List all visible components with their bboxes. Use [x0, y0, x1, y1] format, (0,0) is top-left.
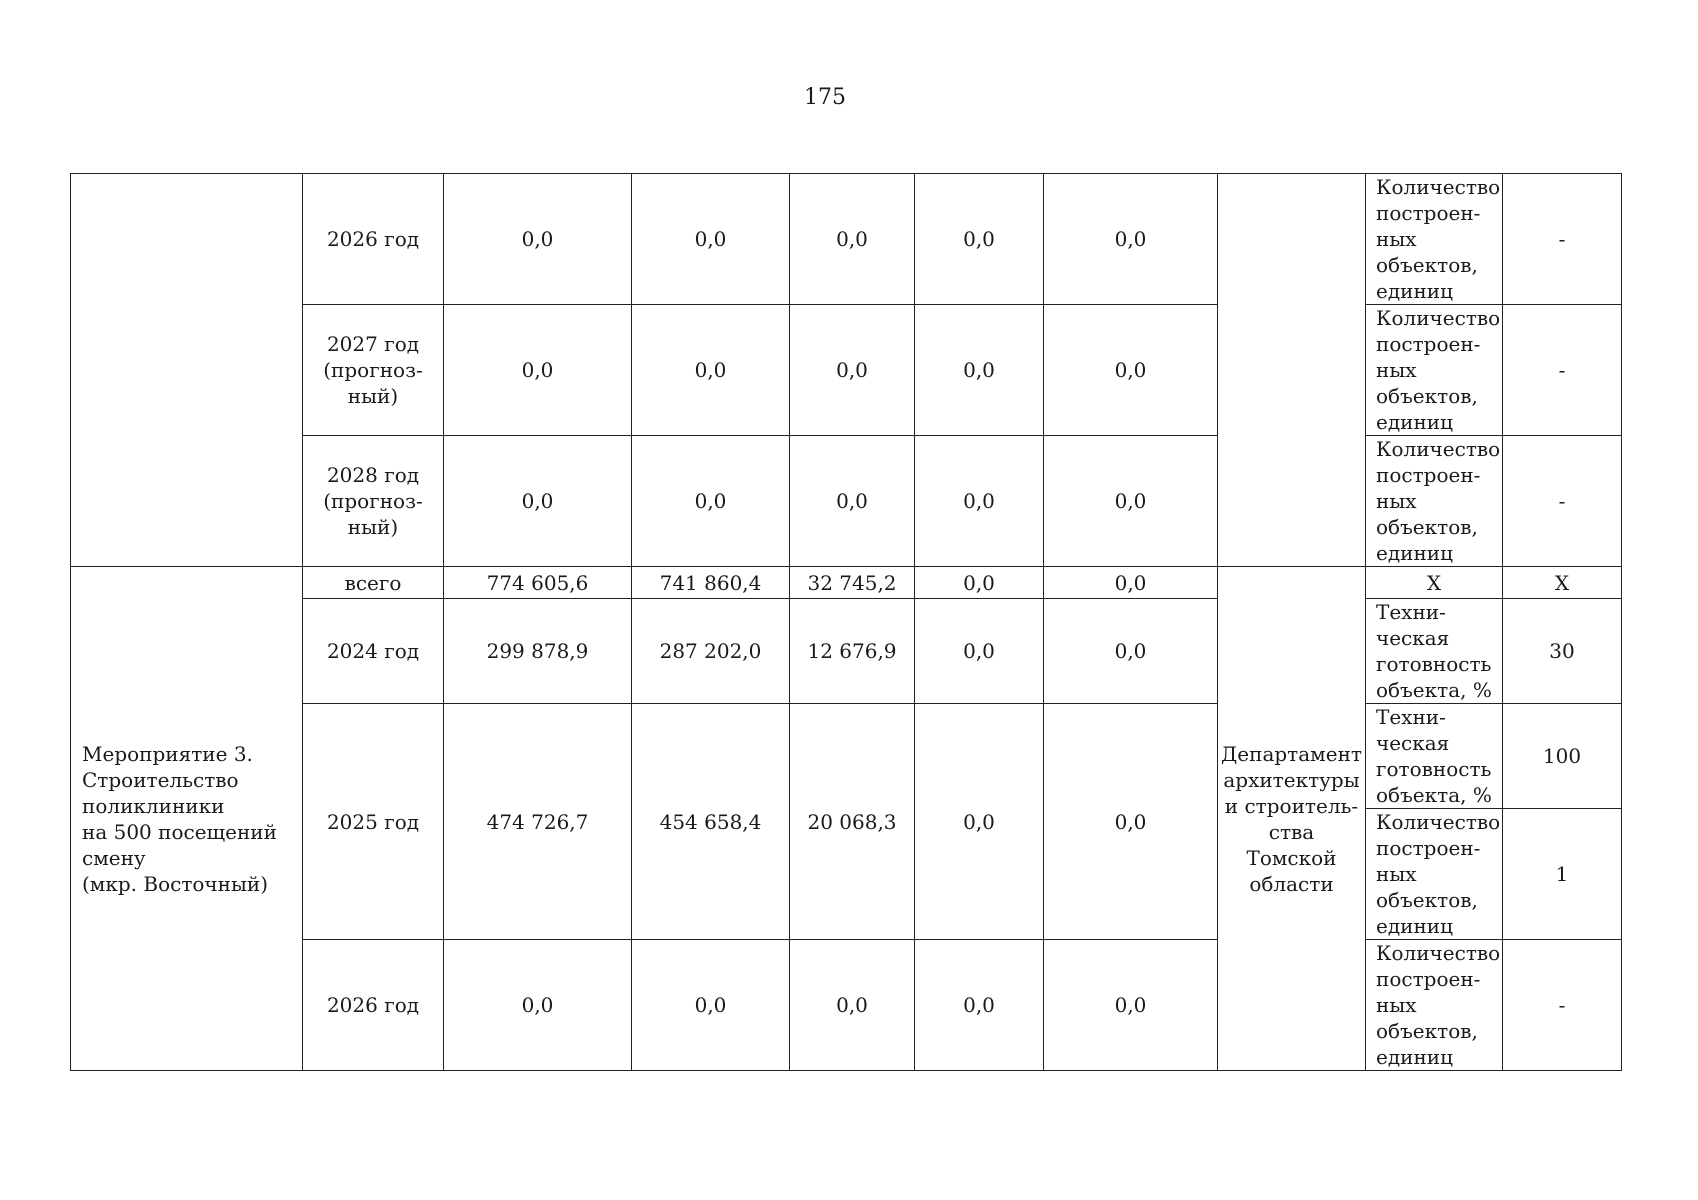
- activity-cell-empty: [71, 174, 303, 567]
- period-cell: 2026 год: [303, 940, 444, 1071]
- indicator-cell: Количество построен- ных объектов, единиц: [1366, 305, 1503, 436]
- value-cell: 20 068,3: [790, 704, 915, 940]
- table-row: [71, 599, 1622, 704]
- budget-table: [70, 173, 1622, 1071]
- value-cell: 0,0: [915, 567, 1044, 599]
- page-number: 175: [804, 85, 846, 110]
- value-cell: 0,0: [790, 940, 915, 1071]
- period-cell: 2026 год: [303, 174, 444, 305]
- value-cell: 0,0: [1044, 704, 1218, 940]
- indicator-cell: Техни- ческая готовность объекта, %: [1366, 704, 1503, 809]
- period-cell: 2025 год: [303, 704, 444, 940]
- value-cell: 0,0: [915, 940, 1044, 1071]
- value-cell: 287 202,0: [632, 599, 790, 704]
- target-cell: -: [1503, 940, 1622, 1071]
- value-cell: 454 658,4: [632, 704, 790, 940]
- value-cell: 741 860,4: [632, 567, 790, 599]
- target-cell: X: [1503, 567, 1622, 599]
- value-cell: 474 726,7: [444, 704, 632, 940]
- value-cell: 0,0: [915, 599, 1044, 704]
- target-cell: 1: [1503, 809, 1622, 940]
- table-row: [71, 305, 1622, 436]
- value-cell: 0,0: [790, 305, 915, 436]
- value-cell: 0,0: [790, 436, 915, 567]
- indicator-cell: X: [1366, 567, 1503, 599]
- value-cell: 0,0: [632, 940, 790, 1071]
- value-cell: 774 605,6: [444, 567, 632, 599]
- value-cell: 0,0: [915, 305, 1044, 436]
- value-cell: 32 745,2: [790, 567, 915, 599]
- value-cell: 0,0: [1044, 940, 1218, 1071]
- period-cell: всего: [303, 567, 444, 599]
- value-cell: 0,0: [632, 305, 790, 436]
- target-cell: 30: [1503, 599, 1622, 704]
- value-cell: 0,0: [632, 436, 790, 567]
- value-cell: 0,0: [1044, 436, 1218, 567]
- period-cell: 2027 год (прогноз- ный): [303, 305, 444, 436]
- target-cell: 100: [1503, 704, 1622, 809]
- indicator-cell: Техни- ческая готовность объекта, %: [1366, 599, 1503, 704]
- value-cell: 0,0: [444, 305, 632, 436]
- value-cell: 0,0: [632, 174, 790, 305]
- value-cell: 0,0: [915, 436, 1044, 567]
- executor-cell-empty: [1218, 174, 1366, 567]
- value-cell: 0,0: [915, 704, 1044, 940]
- target-cell: -: [1503, 305, 1622, 436]
- period-cell: 2028 год (прогноз- ный): [303, 436, 444, 567]
- target-cell: -: [1503, 436, 1622, 567]
- value-cell: 0,0: [915, 174, 1044, 305]
- indicator-cell: Количество построен- ных объектов, единиц: [1366, 809, 1503, 940]
- value-cell: 0,0: [444, 940, 632, 1071]
- value-cell: 0,0: [1044, 599, 1218, 704]
- table-row: [71, 940, 1622, 1071]
- table-row: [71, 704, 1622, 809]
- value-cell: 0,0: [790, 174, 915, 305]
- indicator-cell: Количество построен- ных объектов, единиц: [1366, 174, 1503, 305]
- indicator-cell: Количество построен- ных объектов, единиц: [1366, 940, 1503, 1071]
- target-cell: -: [1503, 174, 1622, 305]
- indicator-cell: Количество построен- ных объектов, единиц: [1366, 436, 1503, 567]
- period-cell: 2024 год: [303, 599, 444, 704]
- value-cell: 0,0: [1044, 174, 1218, 305]
- value-cell: 0,0: [1044, 567, 1218, 599]
- activity-title: Мероприятие 3. Строительство поликлиники на 500 посещений смену (мкр. Восточный): [71, 567, 303, 1071]
- table-row: [71, 174, 1622, 305]
- value-cell: 299 878,9: [444, 599, 632, 704]
- value-cell: 0,0: [444, 436, 632, 567]
- value-cell: 12 676,9: [790, 599, 915, 704]
- table-row-total: [71, 567, 1622, 599]
- executor-cell: Департамент архитектуры и строитель- ства Томской области: [1218, 567, 1366, 1071]
- value-cell: 0,0: [1044, 305, 1218, 436]
- value-cell: 0,0: [444, 174, 632, 305]
- table-row: [71, 436, 1622, 567]
